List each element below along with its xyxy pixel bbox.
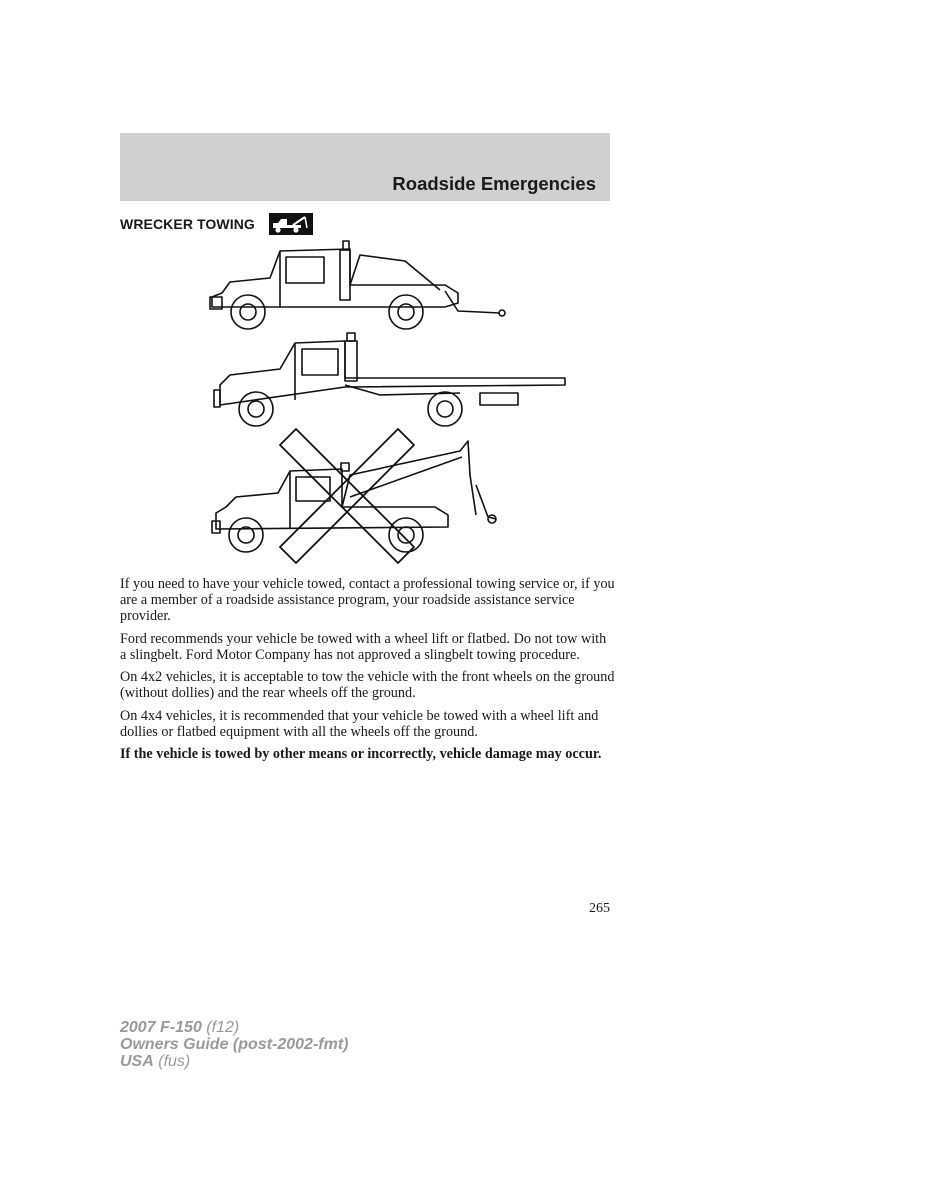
slingbelt-truck-crossed-out bbox=[212, 429, 496, 563]
footer-line-guide: Owners Guide (post-2002-fmt) bbox=[120, 1036, 349, 1053]
section-heading: WRECKER TOWING bbox=[120, 216, 255, 232]
paragraph-4x2: On 4x2 vehicles, it is acceptable to tow the vehicle with the front wheels on the ground (without dollies) and the rear wheels off the ground. bbox=[120, 669, 615, 701]
towing-illustration bbox=[200, 235, 580, 570]
paragraph-recommendation: Ford recommends your vehicle be towed with a wheel lift or flatbed. Do not tow with a slingbelt. Ford Motor Company has not approved a slingbelt towing procedure. bbox=[120, 630, 607, 663]
body-text bbox=[120, 576, 615, 769]
paragraph-4x4: On 4x4 vehicles, it is recommended that your vehicle be towed with a wheel lift and dollies or flatbed equipment with all the wheels off the ground. bbox=[120, 707, 599, 740]
footer bbox=[120, 1019, 348, 1070]
footer-line-model: 2007 F-150 (f12) bbox=[120, 1019, 240, 1036]
flatbed-truck bbox=[214, 333, 565, 426]
page-title: Roadside Emergencies bbox=[392, 173, 596, 194]
footer-line-region: USA (fus) bbox=[120, 1053, 191, 1070]
header-band bbox=[120, 133, 610, 201]
tow-truck-icon bbox=[269, 213, 313, 235]
damage-warning: If the vehicle is towed by other means or incorrectly, vehicle damage may occur. bbox=[120, 746, 602, 762]
paragraph-contact-towing: If you need to have your vehicle towed, contact a professional towing service or, if you are a member of a roadside assistance program, your roadside assistance service provider. bbox=[120, 576, 615, 624]
page-number: 265 bbox=[589, 901, 610, 916]
wheel-lift-truck bbox=[210, 241, 505, 329]
